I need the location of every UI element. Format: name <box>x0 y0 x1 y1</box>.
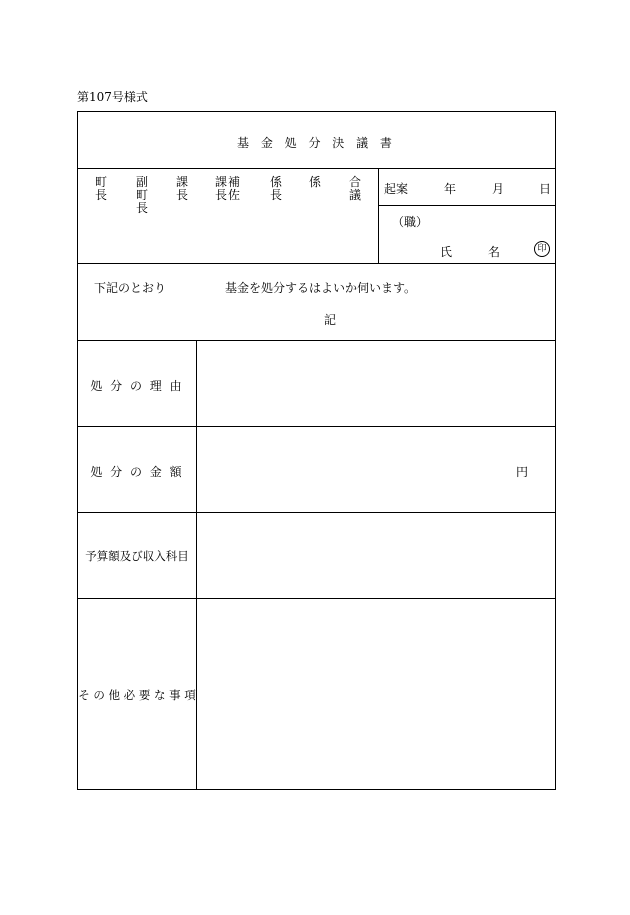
divider <box>78 512 555 513</box>
statement-body: 基金を処分するはよいか伺います。 <box>225 281 417 295</box>
approval-deputy-mayor[interactable]: 副 町 長 <box>135 175 148 215</box>
approval-mayor[interactable]: 町 長 <box>94 175 107 202</box>
divider <box>196 340 197 789</box>
divider <box>78 168 555 169</box>
approval-section-chief[interactable]: 課 長 <box>175 175 188 202</box>
approval-unit-chief[interactable]: 係 長 <box>269 175 282 202</box>
seal-icon[interactable]: 印 <box>534 241 550 257</box>
amount-label: 処 分 の 金 額 <box>90 465 184 479</box>
draft-label: 起案 <box>384 182 409 196</box>
amount-field[interactable]: 円 <box>516 465 529 479</box>
divider <box>78 426 555 427</box>
draft-year-field[interactable]: 年 <box>444 182 457 196</box>
draft-day-field[interactable]: 日 <box>539 182 552 196</box>
approval-staff[interactable]: 係 <box>308 175 321 189</box>
reason-label: 処 分 の 理 由 <box>90 379 184 393</box>
position-field[interactable]: （職） <box>392 215 429 229</box>
budget-label: 予算額及び収入科目 <box>85 549 189 563</box>
divider <box>78 263 555 264</box>
statement-prefix: 下記のとおり <box>94 281 167 295</box>
form-number: 第107号様式 <box>77 90 148 104</box>
approval-assistant-chief[interactable]: 課補 長佐 <box>214 175 241 202</box>
draft-month-field[interactable]: 月 <box>492 182 505 196</box>
divider <box>378 205 555 206</box>
statement-note: 記 <box>324 313 337 327</box>
name-label-1: 氏 <box>440 245 453 259</box>
decision-form <box>77 111 556 790</box>
form-title: 基 金 処 分 決 議 書 <box>237 136 396 150</box>
divider <box>78 340 555 341</box>
divider <box>378 168 379 263</box>
name-label-2: 名 <box>488 245 501 259</box>
divider <box>78 598 555 599</box>
approval-consultation[interactable]: 合 議 <box>348 175 361 202</box>
other-label: そ の 他 必 要 な 事 項 <box>78 688 196 702</box>
